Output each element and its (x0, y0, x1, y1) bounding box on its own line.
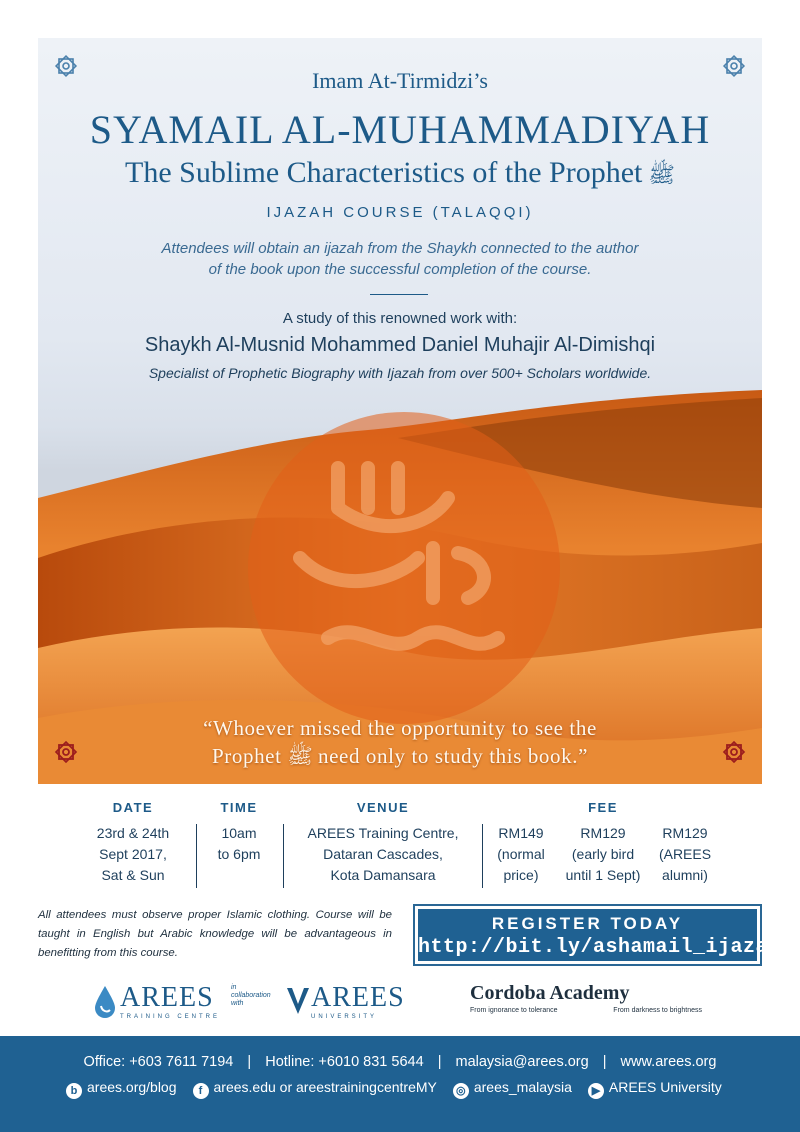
facebook-link[interactable]: arees.edu or areestrainingcentreMY (213, 1079, 437, 1095)
venue-column (290, 800, 476, 886)
fee-amount: RM129 (580, 825, 626, 841)
date-column (78, 800, 188, 886)
study-intro: A study of this renowned work with: (282, 310, 518, 327)
honorific-glyph: ﷺ (648, 162, 675, 187)
website-link[interactable]: www.arees.org (620, 1054, 717, 1070)
venue-label: VENUE (356, 800, 410, 815)
date-label: DATE (112, 800, 154, 815)
office-phone[interactable]: Office: +603 7611 7194 (83, 1054, 234, 1070)
fee-option-alumni (644, 823, 726, 886)
cordoba-tagline-left: From ignorance to tolerance (470, 1007, 558, 1014)
quote-line-2 (38, 742, 762, 770)
fee-desc: price) (503, 867, 539, 883)
fee-column (480, 800, 726, 886)
blog-item[interactable] (66, 1079, 177, 1099)
column-divider (196, 824, 197, 888)
cordoba-tagline-right: From darkness to brightness (613, 1007, 702, 1014)
fee-option-normal (480, 823, 562, 886)
instagram-item[interactable] (453, 1079, 572, 1099)
course-type: IJAZAH COURSE (TALAQQI) (266, 204, 534, 221)
separator: | (602, 1054, 607, 1070)
ijazah-note: Attendees will obtain an ijazah from the Shaykh connected to the author of the book upon the successful completion of the course. (161, 240, 639, 278)
university-crest-icon (285, 984, 311, 1018)
teacher-description: Specialist of Prophetic Biography with Ijazah from over 500+ Scholars worldwide. (148, 365, 652, 381)
arees-subtitle: TRAINING CENTRE (120, 1014, 221, 1020)
hero-panel (38, 38, 762, 784)
university-subtitle: UNIVERSITY (311, 1014, 378, 1020)
teacher-name: Shaykh Al-Musnid Mohammed Daniel Muhajir Al-Dimishqi (144, 334, 656, 356)
book-title: SYAMAIL AL-MUHAMMADIYAH (89, 107, 711, 152)
book-subtitle (38, 156, 762, 193)
cordoba-wordmark: Cordoba Academy (470, 982, 630, 1004)
fee-options (480, 823, 726, 886)
register-panel (418, 909, 781, 961)
attendance-note: All attendees must observe proper Islamic clothing. Course will be taught in English but Arabic knowledge will be advantageous in benefitting from this course. (38, 909, 392, 959)
arees-wordmark: AREES (120, 982, 214, 1013)
email-link[interactable]: malaysia@arees.org (455, 1054, 589, 1070)
divider (370, 294, 428, 295)
date-line: Sat & Sun (101, 867, 165, 883)
logo-strip (0, 978, 800, 1028)
time-line: to 6pm (217, 846, 261, 862)
separator: | (437, 1054, 442, 1070)
cordoba-academy-logo (470, 982, 710, 1014)
water-drop-icon (92, 984, 118, 1018)
youtube-icon: ▶ (588, 1083, 604, 1099)
facebook-item[interactable] (193, 1079, 437, 1099)
separator: | (247, 1054, 252, 1070)
quote-line-1: “Whoever missed the opportunity to see the (203, 716, 597, 740)
time-label: TIME (220, 800, 258, 815)
social-row (66, 1079, 722, 1099)
fee-desc: until 1 Sept) (565, 867, 641, 883)
youtube-item[interactable] (588, 1079, 722, 1099)
contact-row (0, 1054, 800, 1070)
time-column (200, 800, 278, 865)
time-line: 10am (221, 825, 257, 841)
quote-honorific-glyph: ﷺ (287, 744, 313, 768)
collaboration-text (231, 984, 271, 1008)
fee-amount: RM129 (662, 825, 708, 841)
register-link[interactable]: http://bit.ly/ashamail_ijazah (418, 936, 781, 959)
venue-line: AREES Training Centre, (307, 825, 459, 841)
quote-line-2-end: need only to study this book.” (318, 744, 588, 768)
venue-line: Kota Damansara (330, 867, 436, 883)
fee-label: FEE (588, 800, 618, 815)
cordoba-taglines (470, 1007, 702, 1014)
fee-option-early-bird (562, 823, 644, 886)
collab-word: in (231, 984, 237, 991)
youtube-link[interactable]: AREES University (608, 1079, 722, 1095)
fee-desc: alumni) (662, 867, 708, 883)
subtitle-text: The Sublime Characteristics of the Prophet (125, 156, 643, 189)
facebook-icon: f (193, 1083, 209, 1099)
quote-line-2-start: Prophet (212, 744, 282, 768)
date-line: Sept 2017, (99, 846, 167, 862)
blog-link[interactable]: arees.org/blog (87, 1079, 177, 1095)
collab-word: with (231, 1000, 244, 1007)
university-wordmark: AREES (311, 982, 405, 1013)
venue-line: Dataran Cascades, (323, 846, 443, 862)
date-line: 23rd & 24th (96, 825, 170, 841)
author-line: Imam At-Tirmidzi’s (312, 68, 488, 93)
register-box[interactable] (413, 904, 781, 966)
hotline-phone[interactable]: Hotline: +6010 831 5644 (265, 1054, 424, 1070)
event-details (0, 800, 800, 900)
register-heading: REGISTER TODAY (491, 914, 684, 933)
collab-word: collaboration (231, 992, 271, 999)
fee-desc: (normal (497, 846, 545, 862)
contact-footer (0, 1036, 800, 1132)
quote (38, 714, 762, 770)
column-divider (283, 824, 284, 888)
fee-desc: (early bird (571, 846, 635, 862)
instagram-icon: ◎ (453, 1083, 469, 1099)
fee-amount: RM149 (498, 825, 544, 841)
instagram-link[interactable]: arees_malaysia (473, 1079, 572, 1095)
blogger-icon: b (66, 1083, 82, 1099)
fee-desc: (AREES (658, 846, 712, 862)
